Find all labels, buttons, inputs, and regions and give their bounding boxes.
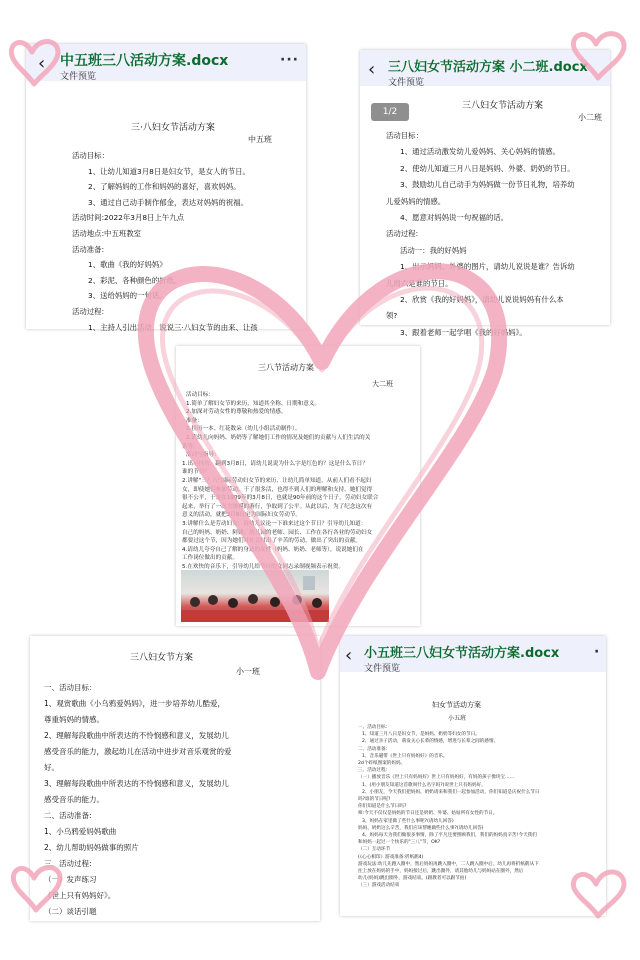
doc-line: 儿周六是谁的节日。 <box>386 278 453 288</box>
file-title: 小五班三八妇女节活动方案.docx <box>364 646 560 661</box>
doc-line: 2、欣赏《我的好妈妈》，请幼儿说说妈妈有什么本 <box>400 295 564 304</box>
doc-line: 活动与指导： <box>186 452 220 459</box>
more-dots-icon[interactable]: · <box>594 644 601 660</box>
doc-line: 谁的节日？ <box>182 469 210 476</box>
doc-line: 工作岗位做出的贡献。 <box>182 555 238 562</box>
doc-card-daer[interactable] <box>176 346 420 626</box>
doc-line: 活动目标： <box>386 131 423 140</box>
doc-line: 1.简单了解妇女节的来历，知道其全称、日期和意义。 <box>186 400 320 407</box>
doc-title: 三八节活动方案 <box>258 363 314 372</box>
doc-line: 起来，举行了一次大规模的游行，争取到了公平。从此以后，为了纪念这次有 <box>182 503 373 510</box>
doc-title: 三·八妇女节活动方案 <box>131 123 215 133</box>
doc-line: （二）互动环节 <box>358 847 391 853</box>
doc-line: 活动一：我的好妈妈 <box>400 245 467 255</box>
doc-line: 2.讲解"三？八"国际劳动妇女节的来历，让幼儿简单知道，从前人们看不起妇 <box>182 478 372 484</box>
doc-line: 你们知道是什么节日吗? <box>358 804 407 810</box>
doc-line: 2、幼儿帮助妈妈做事的照片 <box>44 843 139 852</box>
doc-line: 活动地点:中五班教室 <box>72 229 142 238</box>
doc-line: 都要过这个节，因为她们对社会付出了辛苦的劳动，做出了突出的贡献。 <box>182 538 362 545</box>
doc-line: 游戏玩法:幼儿先跑入圈中，然后妈妈再跳入圈中，二人跳入圈中后，幼儿再将折纸鹤从下 <box>358 861 539 867</box>
doc-line: 活动目标： <box>72 151 109 160</box>
doc-line: 2d个碎纸图案的妈妈。 <box>358 761 406 766</box>
doc-line: 三、活动过程: <box>358 768 388 774</box>
doc-line: 1、主持人引出活动、说说三·八妇女节的由来、让孩 <box>88 322 258 332</box>
doc-line: 儿爱妈妈的情感。 <box>386 196 446 206</box>
doc-line: （二）谈话引题 <box>44 907 97 916</box>
doc-line: 3、送给妈妈的一句话。 <box>88 291 167 301</box>
doc-line: 3、跟着老师一起学唱《我的好妈妈》。 <box>400 327 527 337</box>
doc-line: 妈妈、奶奶这么辛苦，我们应该帮她做些什么事?(请幼儿回答) <box>358 825 484 831</box>
doc-line: 三、活动过程: <box>44 859 92 868</box>
doc-line: 师:今天不仅仅是妈妈的节日还是奶奶、外婆、姑姑所有女性的节日。 <box>358 811 498 817</box>
doc-card-zhongwu[interactable] <box>26 44 306 332</box>
doc-line: 1、歌曲《我的好妈妈》 <box>88 260 167 270</box>
page-indicator: 1/2 <box>371 103 409 121</box>
doc-line: 4.请幼儿夸夸自己了解的身边的女性（妈妈、奶奶、老师等），说说她们在 <box>182 546 364 553</box>
doc-line: 1.挂历一本、红花数朵（幼儿小组活动制作）。 <box>186 426 301 433</box>
doc-line: 女，即使她们参加劳动，干了很多活，也得不到人们的理解和支持。她们觉得 <box>182 486 373 493</box>
doc-line: 活动过程: <box>386 229 419 239</box>
photo-people <box>181 570 329 622</box>
file-subtitle: 文件预览 <box>364 664 401 674</box>
doc-line: 1、(用小朋友知道这首歌叫什么名字吗?)说世上只有妈妈好。 <box>362 782 486 788</box>
doc-class-name: 中五班 <box>248 135 272 144</box>
doc-line: 活动准备: <box>72 244 105 254</box>
doc-line: 2.加深对劳动女性的尊敬和热爱的情感。 <box>186 409 287 416</box>
doc-line: 幼儿(妈妈)跳出圈外，游戏结束。(跟教者可以跟节拍) <box>358 876 467 882</box>
chevron-left-icon[interactable]: ‹ <box>38 53 46 74</box>
doc-line: 感受音乐的能力。 <box>44 795 104 804</box>
doc-line: 2、通过亲子活动，萌发关心长辈的情感，增进与长辈之间的感情。 <box>362 739 499 745</box>
file-subtitle: 文件预览 <box>388 78 425 88</box>
doc-line: (《心心相印》游戏准备:折纸鹤4) <box>358 854 424 860</box>
doc-line: 意义的活动，就把3月8日定为国际妇女劳动节。 <box>182 512 301 519</box>
doc-line: 活动目标： <box>186 392 214 398</box>
doc-line: 1、观赏歌曲《小乌鸦爱妈妈》，进一步培养幼儿酷爱， <box>44 699 226 708</box>
doc-line: 1、通过活动激发幼儿爱妈妈、关心妈妈的情感。 <box>400 147 560 157</box>
doc-line: 一、活动目标： <box>44 683 97 692</box>
doc-line: 5.在欢快的音乐下，引导幼儿给节日的女同志录制视频表示祝贺。 <box>182 564 344 570</box>
doc-line: 往上放在妈妈的手中，妈妈接过后，跳出圈外，请其他幼儿与妈妈站在圈外，然后 <box>358 869 524 874</box>
doc-line: 1、知道三月八日是妇女节，是妈妈、奶奶等妇女的节日。 <box>362 732 480 738</box>
doc-line: 3、妈妈在家里做了些什么事呢?(请幼儿回答) <box>362 818 454 824</box>
doc-line: 3、理解每段歌曲中所表达的不怜悯感和意义，发展幼儿 <box>44 779 229 788</box>
doc-title: 三八妇女节活动方案 <box>462 101 544 111</box>
classroom-photo <box>181 570 329 622</box>
doc-line: 3、通过自己动手制作郁金，表达对妈妈的祝福。 <box>88 197 248 207</box>
doc-line: 吗?谁的节日呢? <box>358 797 391 802</box>
doc-line: 2.请幼儿向妈妈、奶奶等了解她们工作的情况及她们的贡献与人们生活的关 <box>186 435 371 441</box>
doc-line: 2、理解每段歌曲中所表达的不怜悯感和意义，发展幼儿 <box>44 731 229 740</box>
doc-line: 3、鼓励幼儿自己动手为妈妈做一份节日礼物，培养幼 <box>400 180 575 190</box>
doc-title: 妇女节活动方案 <box>432 701 481 709</box>
doc-line: 2、小朋友，今天我们把妈妈、奶奶请来和我们一起参加活动，你们知道是庆祝什么节日 <box>362 789 540 795</box>
doc-card-xiaowu[interactable] <box>340 636 606 916</box>
doc-line: 1、小乌鸦爱妈妈歌曲 <box>44 827 117 836</box>
doc-line: 二、活动准备: <box>44 811 92 820</box>
doc-line: 1、音乐磁带《世上只有妈妈好》的音乐。 <box>362 753 448 759</box>
doc-line: 2、使幼儿知道三月八日是妈妈、外婆、奶奶的节日。 <box>400 163 575 173</box>
doc-line: 准备： <box>186 417 203 424</box>
doc-line: 活动时间:2022年3月8日上午九点 <box>72 213 185 223</box>
doc-class-name: 大二班 <box>372 380 393 388</box>
doc-line: 二、活动准备: <box>358 746 388 752</box>
chevron-left-icon[interactable]: ‹ <box>368 59 376 80</box>
doc-line: 很不公平，于是在1909年的3月8日，也就是90年前的这个日子，劳动妇女联合 <box>182 495 379 502</box>
doc-line: 一、活动目标： <box>358 725 391 730</box>
doc-line: （一）发声练习 <box>44 875 97 884</box>
doc-class-name: 小一班 <box>236 667 260 676</box>
doc-line: 2、了解妈妈的工作和妈妈的喜好，喜欢妈妈。 <box>88 182 241 192</box>
doc-line: 4、妈妈每天为我们做很多事情，除了平凡还要照顾我们，我们的妈妈真辛苦!今天我们 <box>362 833 537 838</box>
doc-card-xiaoyi[interactable] <box>30 636 320 921</box>
file-title: 三八妇女节活动方案 小二班.docx <box>388 60 588 75</box>
doc-line: 4、愿意对妈妈说一句祝福的话。 <box>400 213 509 222</box>
file-title: 中五班三八活动方案.docx <box>60 53 229 69</box>
doc-class-name: 小五班 <box>448 715 467 722</box>
doc-line: 感受音乐的能力，激起幼儿在活动中进步对音乐观赏的爱 <box>44 747 232 756</box>
doc-line: 好。 <box>44 763 59 772</box>
doc-title: 三八妇女节方案 <box>130 653 194 663</box>
doc-line: 尊重妈妈的情感。 <box>44 715 104 724</box>
more-dots-icon[interactable]: ··· <box>280 52 299 68</box>
doc-line: 《世上只有妈妈好》。 <box>44 891 116 900</box>
doc-class-name: 小二班 <box>578 113 602 122</box>
doc-line: 系等。 <box>182 443 199 450</box>
doc-line: （三）游戏活动结束 <box>358 883 400 889</box>
file-subtitle: 文件预览 <box>60 72 97 82</box>
chevron-left-icon[interactable]: ‹ <box>345 645 353 666</box>
doc-line: 3.讲解什么是劳动妇女。请幼儿议论一下谁来过这个节日？引导幼儿知道： <box>182 521 367 527</box>
doc-line: 2、彩泥、各种颜色的折纸。 <box>88 275 182 285</box>
doc-line: 活动过程: <box>72 307 105 316</box>
doc-line: 自己的妈妈、奶奶、阿姨、幼儿园的老师、园长、工作在各行各业的劳动妇女 <box>182 529 373 536</box>
doc-line: 1、出示妈妈、外婆的图片，请幼儿说说是谁？告诉幼 <box>400 262 575 272</box>
doc-line: 和妈妈一起过一个快乐的"三八"节，OK? <box>358 840 441 846</box>
doc-line: （一）播放音乐《世上只有妈妈好》世上只有妈妈好，有妈的孩子像块宝…… <box>358 775 515 781</box>
doc-line: 领? <box>386 311 398 321</box>
doc-line: 1、让幼儿知道3月8日是妇女节，是女人的节日。 <box>88 166 250 176</box>
doc-line: 1.出示挂历，翻到3月8日，请幼儿说说为什么字是红色的？这是什么节日？ <box>182 460 368 467</box>
doc-card-xiaoer[interactable] <box>360 50 610 337</box>
